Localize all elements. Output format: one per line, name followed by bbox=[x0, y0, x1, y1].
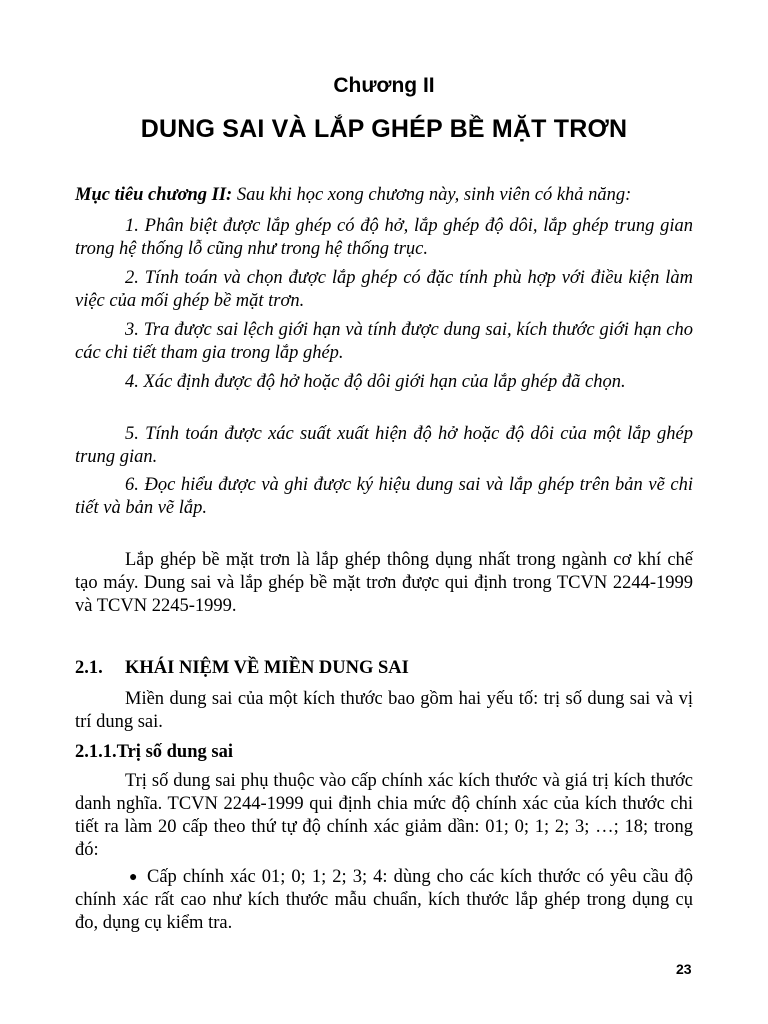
section-title: Trị số dung sai bbox=[116, 742, 233, 762]
section-2-1-paragraph: Miền dung sai của một kích thước bao gồm hai yếu tố: trị số dung sai và vị trí dung sai. bbox=[75, 689, 693, 732]
objective-item-2: 2. Tính toán và chọn được lắp ghép có đặc tính phù hợp với điều kiện làm việc của mối ghép bề mặt trơn. bbox=[75, 268, 693, 311]
section-number: 2.1.1. bbox=[75, 742, 117, 762]
section-title: KHÁI NIỆM VỀ MIỀN DUNG SAI bbox=[125, 658, 409, 678]
bullet-text: Cấp chính xác 01; 0; 1; 2; 3; 4: dùng cho các kích thước có yêu cầu độ chính xác rất cao như kích thước mẫu chuẩn, kích thước lắp ghép trong dụng cụ đo, dụng cụ kiểm tra. bbox=[75, 867, 693, 933]
objective-item-6: 6. Đọc hiểu được và ghi được ký hiệu dung sai và lắp ghép trên bản vẽ chi tiết và bản vẽ lắp. bbox=[75, 475, 693, 518]
section-heading-2-1-1 bbox=[75, 742, 233, 763]
bullet-dot-icon: ● bbox=[129, 870, 138, 885]
objectives-lead bbox=[75, 184, 693, 207]
objective-item-1: 1. Phân biệt được lắp ghép có độ hở, lắp ghép độ dôi, lắp ghép trung gian trong hệ thống lỗ cũng như trong hệ thống trục. bbox=[75, 216, 693, 259]
section-number: 2.1. bbox=[75, 658, 103, 678]
objectives-lead-text: Sau khi học xong chương này, sinh viên có khả năng: bbox=[232, 185, 632, 205]
bullet-item bbox=[75, 866, 693, 935]
intro-paragraph: Lắp ghép bề mặt trơn là lắp ghép thông dụng nhất trong ngành cơ khí chế tạo máy. Dung sai và lắp ghép bề mặt trơn được qui định trong TCVN 2244-1999 và TCVN 2245-1999. bbox=[75, 550, 693, 616]
objective-item-5: 5. Tính toán được xác suất xuất hiện độ hở hoặc độ dôi của một lắp ghép trung gian. bbox=[75, 424, 693, 467]
page-number: 23 bbox=[676, 961, 692, 977]
objectives-lead-label: Mục tiêu chương II: bbox=[75, 185, 233, 205]
objective-item-3: 3. Tra được sai lệch giới hạn và tính được dung sai, kích thước giới hạn cho các chi tiết tham gia trong lắp ghép. bbox=[75, 320, 693, 363]
chapter-label: Chương II bbox=[333, 74, 435, 97]
section-heading-2-1 bbox=[75, 658, 409, 679]
objective-item-4: 4. Xác định được độ hở hoặc độ dôi giới hạn của lắp ghép đã chọn. bbox=[125, 372, 626, 392]
chapter-title: DUNG SAI VÀ LẮP GHÉP BỀ MẶT TRƠN bbox=[140, 115, 628, 143]
section-2-1-1-paragraph: Trị số dung sai phụ thuộc vào cấp chính xác kích thước và giá trị kích thước danh nghĩa. TCVN 2244-1999 qui định chia mức độ chính xác của kích thước chi tiết ra làm 20 cấp theo thứ tự độ chính xác giảm dần: 01; 0; 1; 2; 3; …; 18; trong đó: bbox=[75, 771, 693, 860]
